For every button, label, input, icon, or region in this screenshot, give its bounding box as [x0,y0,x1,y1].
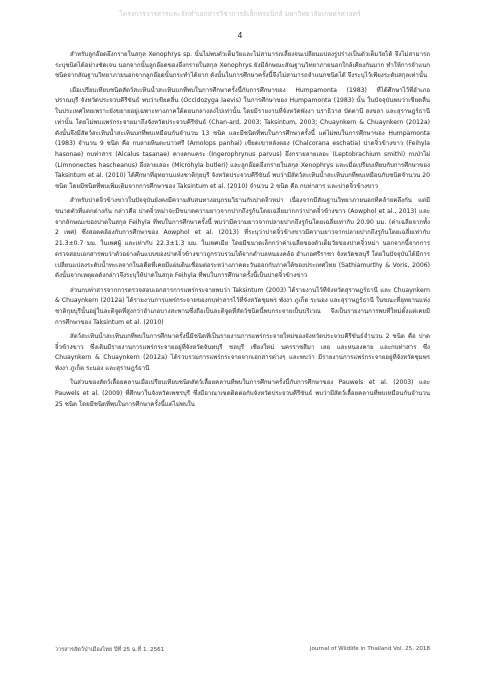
page-footer [55,646,430,654]
paragraph-4: ส่วนกบท่าสารจากการตรวจสอบเอกสารการแพร่กระจายพบว่า Taksintum (2003) ได้รายงานไว้ที่จังหวัดสุราษฎร์ธานี และ Chuaynkern & Chuaynkern (2012a) ได้รายงานการแพร่กระจายของกบท่าสารไว้ที่จังหวัดชุมพร พังงา ภูเก็ต ระนอง และสุราษฎร์ธานี ในขณะที่อุทยานแห่งชาติกุยบุรีนั้นอยู่ในละติจูดที่สูงกว่าอำเภอบางสะพานซึ่งถือเป็นละติจูดที่สัตว์ชนิดนี้พบกระจายเป็นบริเวณ จึงเป็นรายงานการพบที่ใหม่ตั้งแต่เคยมีการศึกษาของ Taksintum et al. (2010) [55,286,430,326]
paragraph-3: สำหรับปาดจิ๋วข้างขาวในปัจจุบันยังคงมีความสับสนทางอนุกรมวิธานกับปาดจิ๋วหม่า เนื่องจากมีสัณฐานวิทยาภายนอกที่คล้ายคลึงกัน แต่มีขนาดตัวที่แตกต่างกัน กล่าวคือ ปาดจิ๋วหม่าจะมีขนาดความยาวจากปากถึงรูก้นโดยเฉลี่ยมากกว่าปาดจิ๋วข้างขาว (Aowphol et al., 2013) และจากลักษณะของปาดในสกุล Feihyla ที่พบในการศึกษาครั้งนี้ พบว่ามีความยาวจากปลายปากถึงรูก้นโดยเฉลี่ยเท่ากับ 20.90 มม. (ค่าเฉลี่ยจากทั้ง 2 เพศ) ซึ่งสอดคล้องกับการศึกษาของ Aowphol et al. (2013) ที่ระบุว่าปาดจิ๋วข้างขาวมีความยาวจากปลายปากถึงรูก้นโดยเฉลี่ยเท่ากับ 21.3±0.7 มม. ในเพศผู้ และเท่ากับ 22.3±1.3 มม. ในเพศเมีย โดยมีขนาดเล็กกว่าค่าเฉลี่ยของตัวเต็มวัยของปาดจิ๋วหม่า นอกจากนี้จากการตรวจสอบเอกสารพบว่าตัวอย่างต้นแบบของปาดจิ๋วข้างขาวถูกรวบรวมได้จากตำบลหนองคล้อ อำเภอศรีราชา จังหวัดชลบุรี โดยในปัจจุบันได้มีการเปลี่ยนแปลงระดับน้ำทะเลจากในอดีตที่เคยมีแผ่นดินเชื่อมต่อระหว่างภาคตะวันออกกับภาคใต้ของประเทศไทย (Sathiamurthy & Voris, 2006) ดังนั้นจากเหตุผลดังกล่าวจึงระบุให้ปาดในสกุล Feihyla ที่พบในการศึกษาครั้งนี้เป็นปาดจิ๋วข้างขาว [55,197,430,280]
paragraph-2: เมื่อเปรียบเทียบชนิดสัตว์สะเทินน้ำสะเทินบกที่พบในการศึกษาครั้งนี้กับการศึกษาของ Humpamonta (1983) ที่ได้ศึกษาไว้ที่อำเภอปราณบุรี จังหวัดประจวบคีรีขันธ์ พบว่าเขียดลื่น (Occidozyga laevis) ในการศึกษาของ Humpamonta (1983) นั้น ในปัจจุบันพบว่าเขียดลื่นในประเทศไทยเพราะยังขยายอยู่เฉพาะทางภาคใต้ตอนกลางลงไปเท่านั้น โดยมีรายงานที่จังหวัดพังงา นราธิวาส ปัตตานี สงขลา และสุราษฎร์ธานี เท่านั้น โดยไม่พบแพร่กระจายมาถึงจังหวัดประจวบคีรีขันธ์ (Chan-ard, 2003; Taksintum, 2003; Chuaynkern & Chuaynkern (2012a) ดังนั้นจึงมีสัตว์สะเทินน้ำสะเทินบกที่พบเหมือนกันจำนวน 13 ชนิด และมีชนิดที่พบในการศึกษาครั้งนี้ แต่ไม่พบในการศึกษาของ Humpamonta (1983) จำนวน 9 ชนิด คือ กบลายหินตะนาวศรี (Amolops panhai) เขียดเขาหลังตอง (Chalcorana eschatia) ปาดจิ๋วข้างขาว (Feihyla hasonae) กบท่าสาร (Alcalus tasanae) คางคกแคระ (Ingerophrynus parvus) อึ่งกรายลายเลอะ (Leptobrachium smithi) กบป่าไผ่ (Limnonectes hascheanus) อึ่งลายเลอะ (Microhyla butleri) และลูกอ๊อดอึ่งกรายในสกุล Xenophrys และเมื่อเปรียบเทียบกับการศึกษาของ Taksintum et al. (2010) ได้ศึกษาที่อุทยานแห่งชาติกุยบุรี จังหวัดประจวบคีรีขันธ์ พบว่ามีสัตว์สะเทินน้ำสะเทินบกที่พบเหมือนกับชนิดจำนวน 20 ชนิด โดยมีชนิดที่พบเพิ่มเติมจากการศึกษาของ Taksintum et al. (2010) จำนวน 2 ชนิด คือ กบท่าสาร และปาดจิ๋วข้างขาว [55,86,430,191]
body-text [55,50,430,414]
paragraph-6: ในส่วนของสัตว์เลื้อยคลานเมื่อเปรียบเทียบชนิดสัตว์เลื้อยคลานที่พบในการศึกษาครั้งนี้กับการศึกษาของ Pauwels et al. (2003) และ Pauwels et al. (2009) ที่ศึกษาในจังหวัดเพชรบุรี ซึ่งมีอาณาเขตติดต่อกับจังหวัดประจวบคีรีขันธ์ พบว่ามีสัตว์เลื้อยคลานที่พบเหมือนกันจำนวน 25 ชนิด โดยมีชนิดที่พบในการศึกษาครั้งนี้แต่ไม่พบใน [55,379,430,408]
footer-journal-thai: วารสารสัตว์ป่าเมืองไทย ปีที่ 25 ฉ.ที่ 1. 2561 [55,647,165,653]
paragraph-1: สำหรับลูกอ๊อดอึ่งกรายในสกุล Xenophrys sp. นั้นไม่พบตัวเต็มวัยและไม่สามารถเลี้ยงจนเปลี่ยนแปลงรูปร่างเป็นตัวเต็มวัยได้ จึงไม่สามารถระบุชนิดได้อย่างชัดเจน นอกจากนั้นลูกอ๊อดของอึ่งกรายในสกุล Xenophrys ยังมีลักษณะสัณฐานวิทยาภายนอกใกล้เคียงกันมาก ทำให้การจำแนกชนิดจากสัณฐานวิทยาภายนอกจากลูกอ๊อดนั้นกระทำได้ยาก ดังนั้นในการศึกษาครั้งนี้จึงไม่สามารถจำแนกชนิดได้ จึงระบุไว้เพียงระดับสกุลเท่านั้น [55,51,430,80]
footer-journal-english: Journal of Wildlife in Thailand Vol. 25, 2018 [309,646,430,652]
page-number: 4 [237,31,243,40]
header-watermark: โครงการวารสารและจัดทำเอกสารวิชาการอิเล็กทรอนิกส์ มหาวิทยาลัยเกษตรศาสตร์ [119,10,361,18]
paragraph-5: สัตว์สะเทินน้ำสะเทินบกที่พบในการศึกษาครั้งนี้มีชนิดที่เป็นรายงานการแพร่กระจายใหม่ของจังหวัดประจวบคีรีขันธ์จำนวน 2 ชนิด คือ ปาดจิ๋วข้างขาว ซึ่งเดิมมีรายงานการแพร่กระจายอยู่ที่จังหวัดจันทบุรี ชลบุรี เชียงใหม่ นครราชสีมา เลย และหนองคาย และกบท่าสาร ซึ่ง Chuaynkern & Chuaynkern (2012a) ได้รวบรวมการแพร่กระจายจากเอกสารต่างๆ และพบว่า มีรายงานการแพร่กระจายอยู่ที่จังหวัดชุมพร พังงา ภูเก็ต ระนอง และสุราษฎร์ธานี [55,332,430,373]
